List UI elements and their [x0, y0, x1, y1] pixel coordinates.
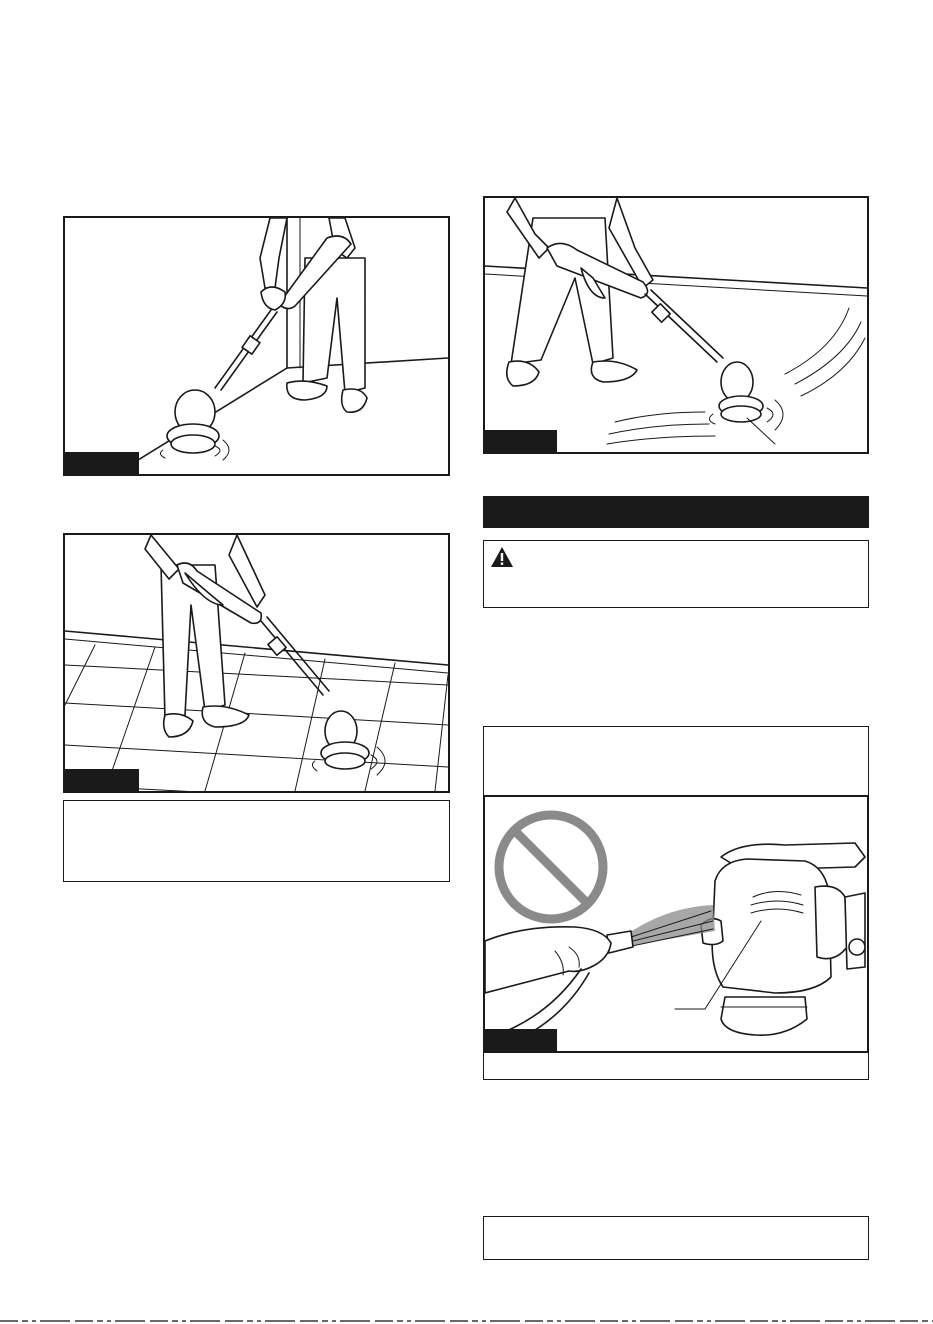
figure-label-tab	[65, 769, 139, 791]
note-box	[63, 800, 450, 882]
person-scrubbing-tiled-floor-illustration	[65, 535, 448, 791]
figure-no-water-spray	[483, 795, 869, 1053]
figure-floor-sweep	[483, 196, 869, 454]
notice-box	[483, 726, 869, 796]
figure-tile-scrub	[63, 533, 450, 793]
figure-label-tab	[485, 430, 557, 452]
section-heading-bar	[483, 496, 869, 528]
footer-rule	[0, 1318, 933, 1324]
person-sweeping-floor-illustration	[485, 198, 867, 452]
warning-triangle-icon	[491, 547, 513, 567]
figure-edge-scrub	[63, 216, 450, 476]
note-box-bottom	[483, 1216, 869, 1260]
caption-strip	[483, 1052, 869, 1080]
prohibited-icon	[499, 815, 603, 919]
figure-label-tab	[65, 452, 139, 474]
warning-box	[483, 540, 869, 608]
person-scrubbing-wall-edge-illustration	[65, 218, 448, 474]
no-water-spray-on-motor-illustration	[485, 797, 867, 1051]
figure-label-tab	[485, 1029, 557, 1051]
